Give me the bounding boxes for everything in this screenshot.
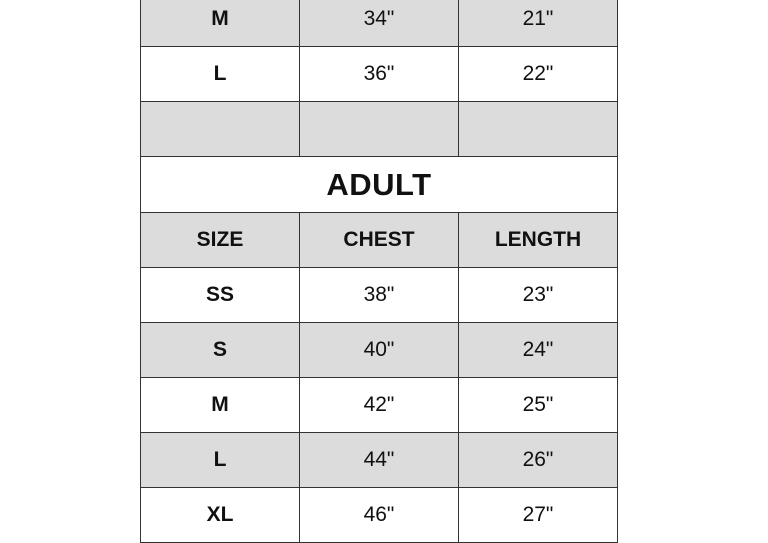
- table-row: [140, 433, 618, 488]
- table-row: [140, 0, 618, 47]
- size-cell: XL: [206, 503, 234, 526]
- chest-cell: 40": [299, 323, 458, 377]
- length-cell: 25": [458, 378, 617, 432]
- length-cell: 26": [458, 433, 617, 487]
- chest-cell: 36": [299, 47, 458, 101]
- header-row: [140, 213, 618, 268]
- size-cell: M: [211, 7, 229, 30]
- size-cell: S: [212, 338, 227, 361]
- chest-cell: 46": [299, 488, 458, 542]
- length-header: LENGTH: [458, 213, 617, 267]
- table-row: [140, 47, 618, 102]
- length-cell: 22": [458, 47, 617, 101]
- table-row: [140, 268, 618, 323]
- size-cell: M: [211, 393, 229, 416]
- size-cell: [141, 102, 299, 156]
- length-cell: [458, 102, 617, 156]
- table-row-empty: [140, 102, 618, 157]
- chest-header: CHEST: [299, 213, 458, 267]
- chest-cell: [299, 102, 458, 156]
- table-row: [140, 378, 618, 433]
- size-chart: [140, 0, 618, 543]
- chest-cell: 44": [299, 433, 458, 487]
- chest-cell: 38": [299, 268, 458, 322]
- length-cell: 23": [458, 268, 617, 322]
- size-header: SIZE: [196, 228, 244, 251]
- section-title-adult: ADULT: [140, 157, 618, 213]
- size-cell: L: [213, 448, 227, 471]
- table-row: [140, 323, 618, 378]
- table-row: [140, 488, 618, 543]
- length-cell: 27": [458, 488, 617, 542]
- size-cell: L: [213, 62, 227, 85]
- length-cell: 24": [458, 323, 617, 377]
- chest-cell: 42": [299, 378, 458, 432]
- size-cell: SS: [205, 283, 234, 306]
- length-cell: 21": [458, 0, 617, 46]
- chest-cell: 34": [299, 0, 458, 46]
